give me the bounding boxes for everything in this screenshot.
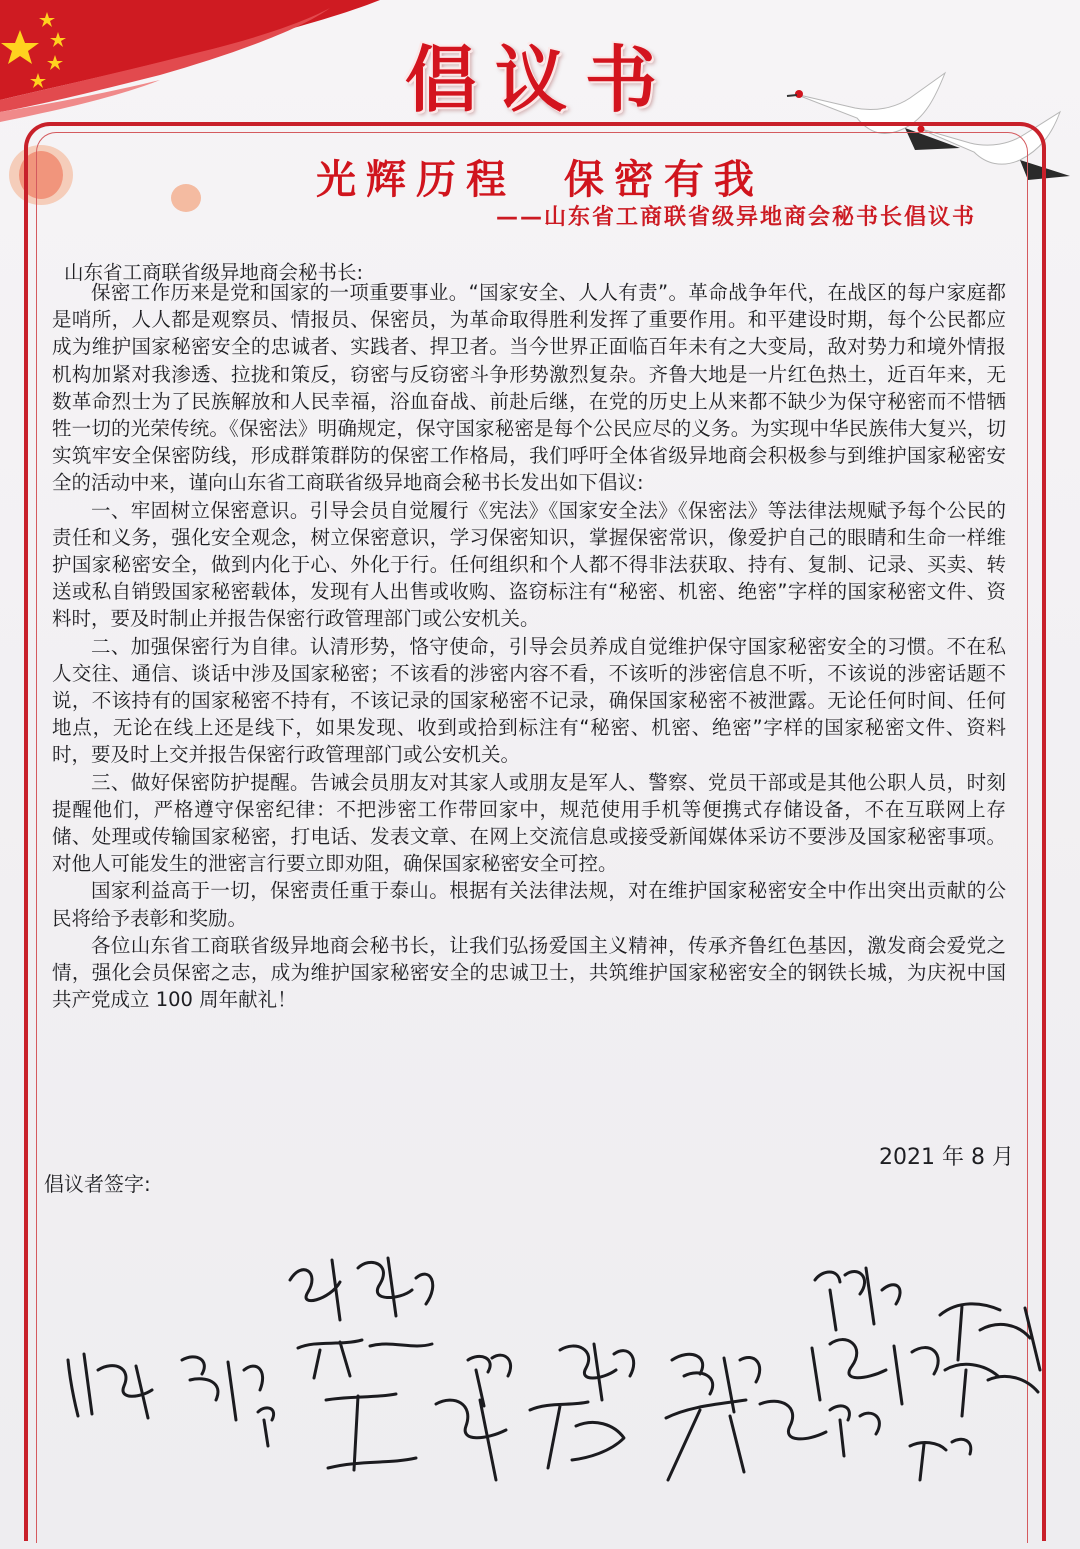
signature-mark (326, 1394, 506, 1480)
paragraph-intro: 保密工作历来是党和国家的一项重要事业。“国家安全、人人有责”。革命战争年代，在战区的每户家庭都是哨所，人人都是观察员、情报员、保密员，为革命取得胜利发挥了重要作用。和平建设时期，每个公民都应成为维护国家秘密安全的忠诚者、实践者、捍卫者。当今世界正面临百年未有之大变局，敌对势力和境外情报机构加紧对我渗透、拉拢和策反，窃密与反窃密斗争形势激烈复杂。齐鲁大地是一片红色热土，近百年来，无数革命烈士为了民族解放和人民幸福，浴血奋战、前赴后继，在党的历史上从来都不缺少为保守秘密而不惜牺牲一切的光荣传统。《保密法》明确规定，保守国家秘密是每个公民应尽的义务。为实现中华民族伟大复兴，切实筑牢安全保密防线，形成群策群防的保密工作格局，我们呼吁全体省级异地商会积极参与到维护国家秘密安全的活动中来，谨向山东省工商联省级异地商会秘书长发出如下倡议: (52, 281, 1006, 495)
signature-mark (940, 1304, 1040, 1370)
signature-mark (815, 1268, 900, 1330)
signature-mark (182, 1357, 263, 1420)
signature-mark (830, 1406, 879, 1456)
paragraph-point-2: 二、加强保密行为自律。认清形势，恪守使命，引导会员养成自觉维护保守国家秘密安全的习惯。不在私人交往、通信、谈话中涉及国家秘密；不该看的涉密内容不看，不该听的涉密信息不听，不该说的涉密话题不说，不该持有的国家秘密不持有，不该记录的国家秘密不记录，确保国家秘密不被泄露。无论任何时间、任何地点，无论在线上还是线下，如果发现、收到或拾到标注有“秘密、机密、绝密”字样的国家秘密文件、资料时，要及时上交并报告保密行政管理部门或公安机关。 (52, 634, 1006, 767)
paragraph-conclusion: 国家利益高于一切，保密责任重于泰山。根据有关法律法规，对在维护国家秘密安全中作出突出贡献的公民将给予表彰和奖励。 (52, 879, 1006, 930)
signature-mark (812, 1340, 938, 1404)
signature-mark (468, 1355, 511, 1406)
letter-body (52, 279, 1006, 1013)
signature-mark (68, 1354, 152, 1418)
signature-mark (530, 1402, 624, 1468)
signature-mark (258, 1408, 274, 1446)
salutation: 山东省工商联省级异地商会秘书长: (64, 261, 364, 284)
paragraph-point-1: 一、牢固树立保密意识。引导会员自觉履行《宪法》《国家安全法》《保密法》等法律法规赋予每个公民的责任和义务，强化安全观念，树立保密意识，学习保密知识，掌握保密常识，像爱护自己的眼睛和生命一样维护国家秘密安全，做到内化于心、外化于行。任何组织和个人都不得非法获取、持有、复制、记录、买卖、转送或私自销毁国家秘密载体，发现有人出售或收购、盗窃标注有“秘密、机密、绝密”字样的国家秘密文件、资料时，要及时制止并报告保密行政管理部门或公安机关。 (52, 498, 1006, 631)
signature-mark (666, 1400, 826, 1480)
signers-label: 倡议者签字: (44, 1172, 151, 1196)
signature-mark (290, 1258, 433, 1320)
headline: 光辉历程 保密有我 (316, 156, 764, 203)
letter-date: 2021 年 8 月 (879, 1145, 1014, 1170)
document-title: 倡议书 (404, 37, 675, 122)
signature-mark (945, 1364, 1038, 1416)
subheadline: ——山东省工商联省级异地商会秘书长倡议书 (495, 205, 976, 230)
paragraph-call-to-action: 各位山东省工商联省级异地商会秘书长，让我们弘扬爱国主义精神，传承齐鲁红色基因，激发商会爱党之情，强化会员保密之志，成为维护国家秘密安全的忠诚卫士，共筑维护国家秘密安全的钢铁长城，为庆祝中国共产党成立 100 周年献礼！ (52, 933, 1006, 1012)
signature-area (40, 1220, 1060, 1510)
signature-mark (910, 1439, 971, 1480)
signature-mark (560, 1344, 634, 1400)
signature-mark (298, 1340, 432, 1378)
paragraph-point-3: 三、做好保密防护提醒。告诫会员朋友对其家人或朋友是军人、警察、党员干部或是其他公职人员，时刻提醒他们，严格遵守保密纪律：不把涉密工作带回家中，规范使用手机等便携式存储设备，不在互联网上存储、处理或传输国家秘密，打电话、发表文章、在网上交流信息或接受新闻媒体采访不要涉及国家秘密事项。对他人可能发生的泄密言行要立即劝阻，确保国家秘密安全可控。 (52, 770, 1006, 876)
